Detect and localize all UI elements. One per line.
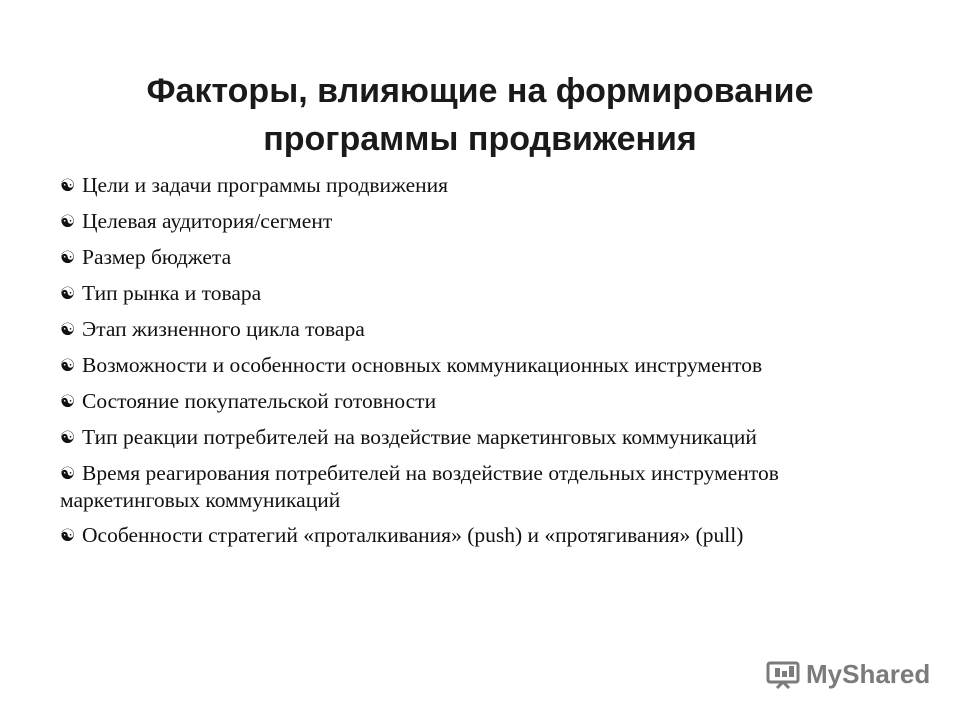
bullet-item <box>60 460 860 513</box>
bullet-item <box>60 316 860 343</box>
yin-yang-icon: ☯ <box>60 526 76 546</box>
bullet-text: Тип рынка и товара <box>82 281 262 305</box>
slide-title-line-1: Факторы, влияющие на формирование <box>146 71 814 110</box>
bullet-item <box>60 522 860 549</box>
yin-yang-icon: ☯ <box>60 212 76 232</box>
presentation-screen-icon <box>766 659 800 689</box>
watermark-text: MyShared <box>806 658 931 689</box>
yin-yang-icon: ☯ <box>60 176 76 196</box>
bullet-text: Тип реакции потребителей на воздействие маркетинговых коммуникаций <box>82 425 757 449</box>
bullet-item <box>60 352 860 379</box>
bullet-text: Этап жизненного цикла товара <box>82 317 365 341</box>
yin-yang-icon: ☯ <box>60 320 76 340</box>
yin-yang-icon: ☯ <box>60 428 76 448</box>
slide-title <box>40 67 920 163</box>
yin-yang-icon: ☯ <box>60 392 76 412</box>
bullet-item <box>60 172 860 199</box>
bullet-text: Цели и задачи программы продвижения <box>82 173 449 197</box>
bullet-text: Размер бюджета <box>82 245 232 269</box>
yin-yang-icon: ☯ <box>60 284 76 304</box>
bullet-text: Состояние покупательской готовности <box>82 389 437 413</box>
yin-yang-icon: ☯ <box>60 356 76 376</box>
bullet-item <box>60 424 860 451</box>
bullet-list <box>60 172 860 558</box>
bullet-item <box>60 280 860 307</box>
bullet-item <box>60 244 860 271</box>
slide-title-line-2: программы продвижения <box>263 119 697 158</box>
bullet-text: Особенности стратегий «проталкивания» (push) и «протягивания» (pull) <box>82 523 744 547</box>
bullet-text: Время реагирования потребителей на воздействие отдельных инструментов маркетинговых коммуникаций <box>60 461 779 512</box>
bullet-text: Возможности и особенности основных коммуникационных инструментов <box>82 353 763 377</box>
bullet-item <box>60 208 860 235</box>
bullet-item <box>60 388 860 415</box>
yin-yang-icon: ☯ <box>60 464 76 484</box>
bullet-text: Целевая аудитория/сегмент <box>82 209 333 233</box>
yin-yang-icon: ☯ <box>60 248 76 268</box>
myshared-watermark <box>766 656 930 692</box>
